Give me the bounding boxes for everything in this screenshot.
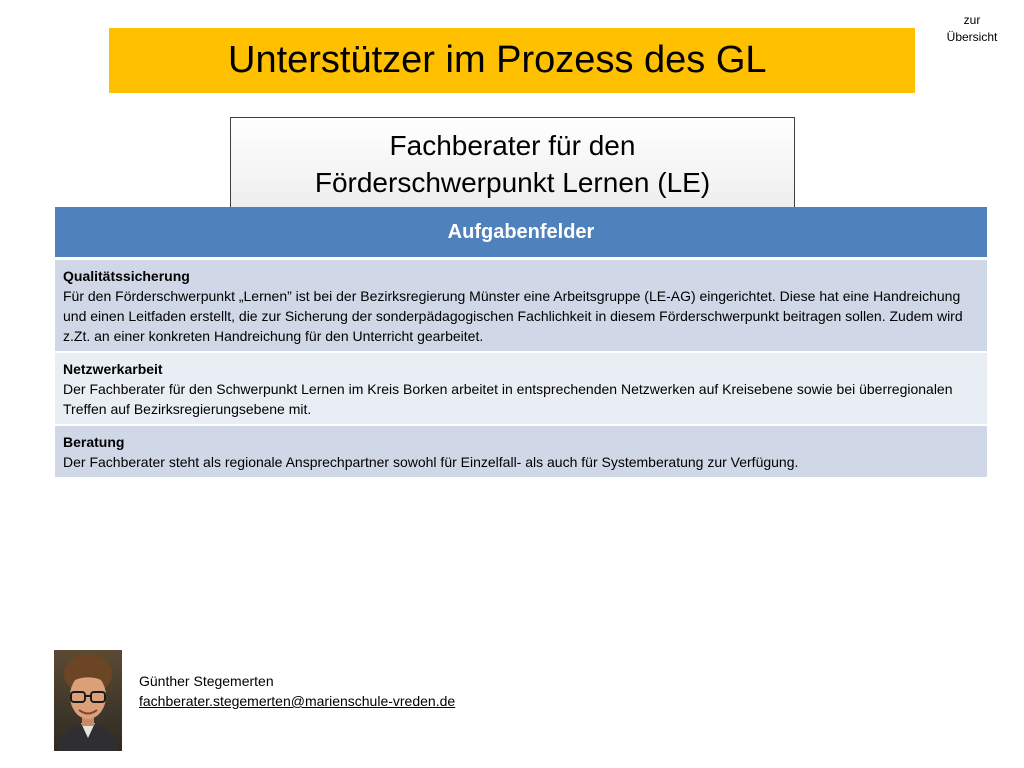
overview-link-line1: zur (963, 13, 981, 27)
contact-name: Günther Stegemerten (139, 673, 274, 689)
row-title: Netzwerkarbeit (63, 361, 163, 377)
portrait-photo (54, 650, 122, 751)
table-row-counseling (55, 426, 987, 479)
subtitle-box (230, 117, 795, 207)
table-header: Aufgabenfelder (55, 207, 987, 260)
overview-link[interactable] (930, 12, 1014, 46)
contact-info (139, 671, 455, 711)
row-text: Der Fachberater für den Schwerpunkt Lernen im Kreis Borken arbeitet in entsprechenden Netzwerken auf Kreisebene sowie bei überregionalen Treffen auf Bezirksregierungsebene mit. (63, 381, 953, 417)
row-text: Für den Förderschwerpunkt „Lernen” ist bei der Bezirksregierung Münster eine Arbeitsgruppe (LE-AG) eingerichtet. Diese hat eine Handreichung und einen Leitfaden erstellt, die zur Sicherung der sonderpädagogischen Fachlichkeit in diesem Förderschwerpunkt beitragen sollen. Zudem wird z.Zt. an einer konkreten Handreichung für den Unterricht gearbeitet. (63, 288, 963, 344)
title-bar (109, 28, 915, 93)
table-row-quality (55, 260, 987, 353)
row-text: Der Fachberater steht als regionale Ansprechpartner sowohl für Einzelfall- als auch für Systemberatung zur Verfügung. (63, 454, 799, 470)
contact-email-link[interactable]: fachberater.stegemerten@marienschule-vreden.de (139, 693, 456, 709)
table-row-network (55, 353, 987, 426)
overview-link-line2: Übersicht (946, 30, 998, 44)
page-title: Unterstützer im Prozess des GL (228, 39, 767, 81)
subtitle-line-2: Förderschwerpunkt Lernen (LE) (314, 167, 711, 198)
task-table (55, 207, 987, 479)
row-title: Beratung (63, 434, 125, 450)
row-title: Qualitätssicherung (63, 268, 190, 284)
subtitle-line-1: Fachberater für den (389, 130, 636, 161)
